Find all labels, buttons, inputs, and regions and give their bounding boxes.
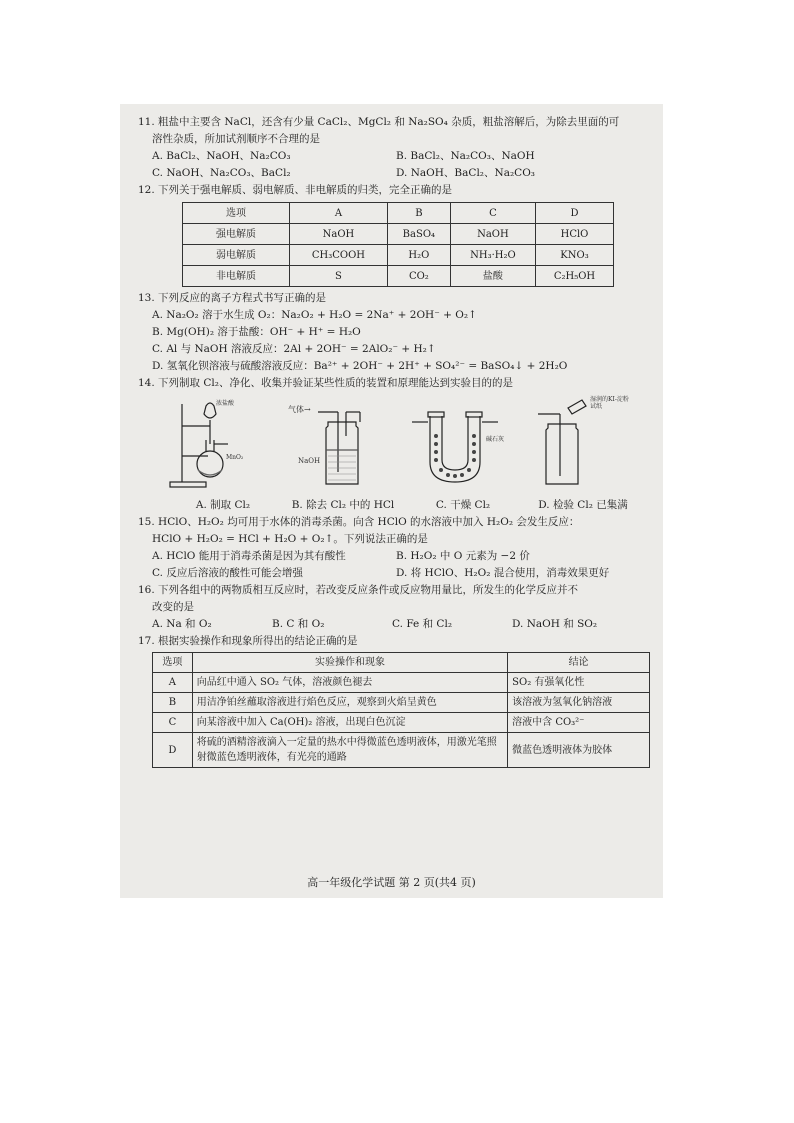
q13-stem: 13. 下列反应的离子方程式书写正确的是 xyxy=(138,292,327,304)
table-cell: NH₃·H₂O xyxy=(450,245,535,266)
table-row xyxy=(183,245,614,266)
q12-table xyxy=(182,202,614,287)
q15-options xyxy=(138,548,648,582)
q15-stem-line2: HClO + H₂O₂ = HCl + H₂O + O₂↑。下列说法正确的是 xyxy=(152,533,428,545)
q11-stem-line2: 溶性杂质，所加试剂顺序不合理的是 xyxy=(152,133,320,145)
q14-caption-c: C. 干燥 Cl₂ xyxy=(435,499,491,511)
table-header-row xyxy=(153,653,650,673)
q13-option-a: A. Na₂O₂ 溶于水生成 O₂：Na₂O₂ + H₂O = 2Na⁺ + 2OH⁻ + O₂↑ xyxy=(152,309,477,321)
q14-stem: 14. 下列制取 Cl₂、净化、收集并验证某些性质的装置和原理能达到实验目的的是 xyxy=(138,377,513,389)
q11-option-b: B. BaCl₂、Na₂CO₃、NaOH xyxy=(396,150,535,162)
question-16 xyxy=(138,582,648,633)
q14-apparatus-row xyxy=(138,396,648,514)
gas-in-label: 气体→ xyxy=(288,405,311,414)
q16-stem-line2: 改变的是 xyxy=(152,601,194,613)
table-cell: 向品红中通入 SO₂ 气体，溶液颜色褪去 xyxy=(192,673,507,693)
q11-stem-line1: 11. 粗盐中主要含 NaCl，还含有少量 CaCl₂、MgCl₂ 和 Na₂SO₄ 杂质，粗盐溶解后，为除去里面的可 xyxy=(138,116,620,128)
table-cell: 该溶液为氢氧化钠溶液 xyxy=(508,693,650,713)
q15-stem-line1: 15. HClO、H₂O₂ 均可用于水体的消毒杀菌。向含 HClO 的水溶液中加入 H₂O₂ 会发生反应： xyxy=(138,516,580,528)
page-footer: 高一年级化学试题 第 2 页(共4 页) xyxy=(307,876,476,889)
table-cell: 盐酸 xyxy=(450,266,535,287)
q11-options xyxy=(138,148,648,182)
gas-jar-icon xyxy=(528,396,638,496)
u-tube-icon xyxy=(408,396,518,496)
q11-option-a: A. BaCl₂、NaOH、Na₂CO₃ xyxy=(152,150,291,162)
table-row xyxy=(153,713,650,733)
question-14 xyxy=(138,375,648,514)
apparatus-b xyxy=(288,396,398,514)
conc-acid-label: 浓盐酸 xyxy=(216,400,235,407)
soda-lime-label: 碱石灰 xyxy=(486,436,505,443)
q17-table xyxy=(152,652,650,768)
q16-option-d: D. NaOH 和 SO₂ xyxy=(512,618,598,630)
table-cell: NaOH xyxy=(290,224,388,245)
apparatus-c xyxy=(408,396,518,514)
question-content xyxy=(138,114,648,768)
table-cell: S xyxy=(290,266,388,287)
table-row xyxy=(183,266,614,287)
table-cell: H₂O xyxy=(387,245,450,266)
question-17 xyxy=(138,633,648,768)
q15-option-d: D. 将 HClO、H₂O₂ 混合使用，消毒效果更好 xyxy=(396,567,610,579)
table-header-cell: 实验操作和现象 xyxy=(192,653,507,673)
q13-option-b: B. Mg(OH)₂ 溶于盐酸：OH⁻ + H⁺ = H₂O xyxy=(152,326,361,338)
table-cell: BaSO₄ xyxy=(387,224,450,245)
table-cell: B xyxy=(153,693,193,713)
question-13 xyxy=(138,290,648,375)
question-15 xyxy=(138,514,648,582)
table-cell: C xyxy=(450,203,535,224)
table-cell: 溶液中含 CO₃²⁻ xyxy=(508,713,650,733)
q15-option-a: A. HClO 能用于消毒杀菌是因为其有酸性 xyxy=(152,550,346,562)
table-cell: 用洁净铂丝蘸取溶液进行焰色反应，观察到火焰呈黄色 xyxy=(192,693,507,713)
table-cell: 强电解质 xyxy=(183,224,290,245)
q16-options xyxy=(138,616,648,633)
q17-stem: 17. 根据实验操作和现象所得出的结论正确的是 xyxy=(138,635,358,647)
table-cell: B xyxy=(387,203,450,224)
q12-stem: 12. 下列关于强电解质、弱电解质、非电解质的归类，完全正确的是 xyxy=(138,184,453,196)
q11-option-d: D. NaOH、BaCl₂、Na₂CO₃ xyxy=(396,167,536,179)
q15-option-c: C. 反应后溶液的酸性可能会增强 xyxy=(152,567,303,579)
apparatus-d xyxy=(528,396,638,514)
table-cell: KNO₃ xyxy=(536,245,614,266)
table-cell: CH₃COOH xyxy=(290,245,388,266)
q16-option-a: A. Na 和 O₂ xyxy=(152,618,212,630)
table-row xyxy=(153,733,650,768)
q13-option-c: C. Al 与 NaOH 溶液反应：2Al + 2OH⁻ = 2AlO₂⁻ + H₂↑ xyxy=(152,343,436,355)
table-cell: NaOH xyxy=(450,224,535,245)
table-cell: HClO xyxy=(536,224,614,245)
q16-stem-line1: 16. 下列各组中的两物质相互反应时，若改变反应条件或反应物用量比，所发生的化学反应并不 xyxy=(138,584,579,596)
table-cell: 弱电解质 xyxy=(183,245,290,266)
table-cell: A xyxy=(290,203,388,224)
table-cell: D xyxy=(153,733,193,768)
q16-option-b: B. C 和 O₂ xyxy=(272,618,325,630)
table-cell: C xyxy=(153,713,193,733)
q15-option-b: B. H₂O₂ 中 O 元素为 −2 价 xyxy=(396,550,530,562)
ki-paper-label: 湿润的KI-淀粉试纸 xyxy=(590,396,629,410)
naoh-label: NaOH xyxy=(298,457,321,465)
table-cell: SO₂ 有强氧化性 xyxy=(508,673,650,693)
q14-caption-a: A. 制取 Cl₂ xyxy=(195,499,251,511)
table-cell: A xyxy=(153,673,193,693)
table-cell: 选项 xyxy=(183,203,290,224)
q11-option-c: C. NaOH、Na₂CO₃、BaCl₂ xyxy=(152,167,291,179)
table-cell: D xyxy=(536,203,614,224)
table-row xyxy=(153,693,650,713)
flask-stand-icon xyxy=(168,396,278,496)
table-header-cell: 结论 xyxy=(508,653,650,673)
question-11 xyxy=(138,114,648,182)
q13-option-d: D. 氢氧化钡溶液与硫酸溶液反应：Ba²⁺ + 2OH⁻ + 2H⁺ + SO₄²⁻ = BaSO₄↓ + 2H₂O xyxy=(152,360,568,372)
apparatus-a xyxy=(168,396,278,514)
table-cell: 将硫的酒精溶液滴入一定量的热水中得微蓝色透明液体，用激光笔照射微蓝色透明液体，有光亮的通路 xyxy=(192,733,507,768)
q14-caption-d: D. 检验 Cl₂ 已集满 xyxy=(538,499,628,511)
exam-page xyxy=(120,104,663,898)
table-cell: C₂H₅OH xyxy=(536,266,614,287)
table-row xyxy=(183,224,614,245)
table-cell: 微蓝色透明液体为胶体 xyxy=(508,733,650,768)
table-cell: CO₂ xyxy=(387,266,450,287)
q16-option-c: C. Fe 和 Cl₂ xyxy=(392,618,453,630)
mno2-label: MnO₂ xyxy=(226,454,244,461)
table-row xyxy=(183,203,614,224)
table-cell: 非电解质 xyxy=(183,266,290,287)
q14-caption-b: B. 除去 Cl₂ 中的 HCl xyxy=(291,499,395,511)
question-12 xyxy=(138,182,648,287)
table-header-cell: 选项 xyxy=(153,653,193,673)
table-row xyxy=(153,673,650,693)
table-cell: 向某溶液中加入 Ca(OH)₂ 溶液，出现白色沉淀 xyxy=(192,713,507,733)
